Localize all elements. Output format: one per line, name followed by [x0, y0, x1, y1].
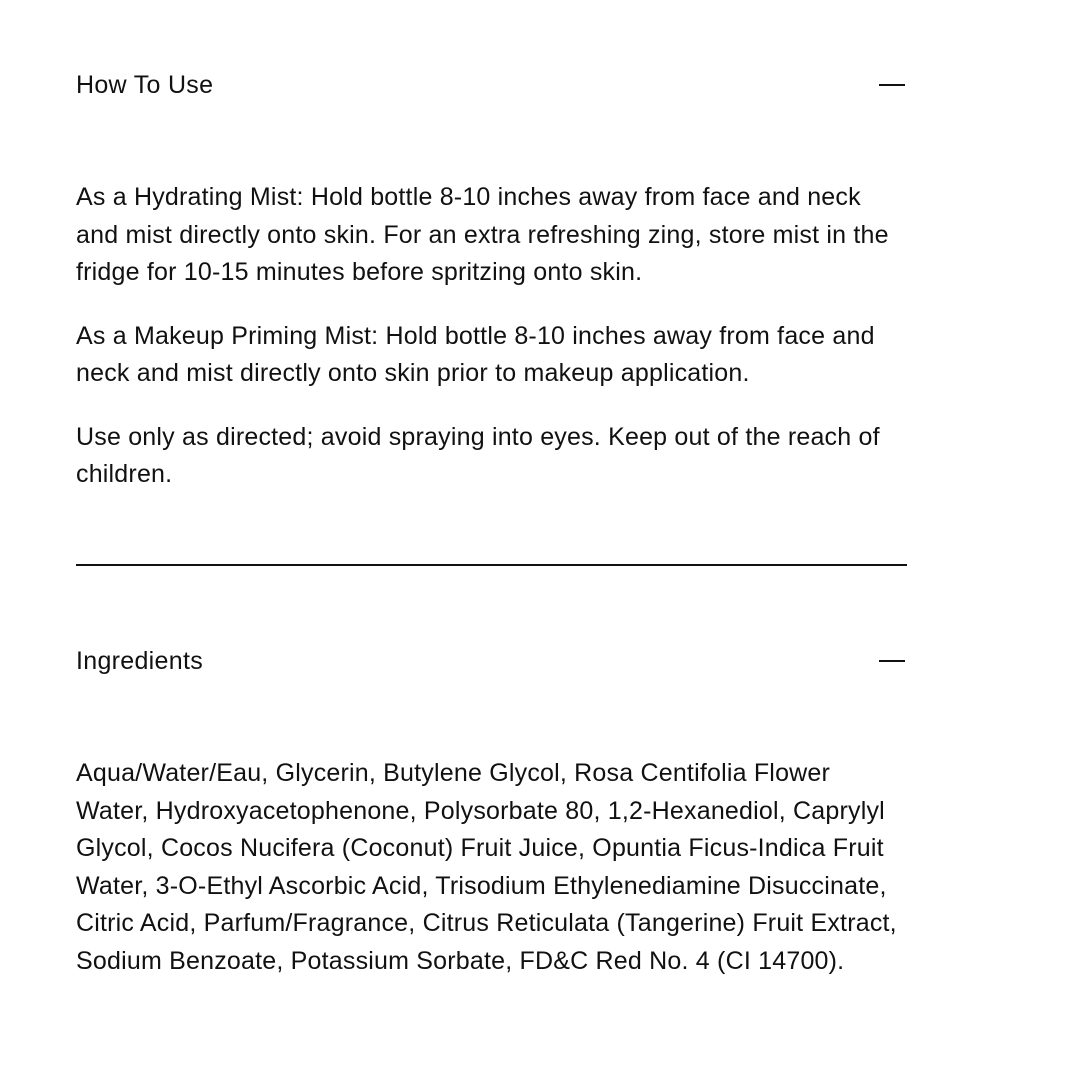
- ingredients-body: [76, 755, 907, 1006]
- ingredients-title: Ingredients: [76, 647, 203, 675]
- how-to-use-paragraph-priming: As a Makeup Priming Mist: Hold bottle 8-10 inches away from face and neck and mist directly onto skin prior to makeup application.: [76, 321, 875, 387]
- section-divider: [76, 564, 907, 566]
- how-to-use-paragraph-warning: Use only as directed; avoid spraying into eyes. Keep out of the reach of children.: [76, 422, 880, 488]
- minus-icon[interactable]: [879, 660, 905, 662]
- minus-icon[interactable]: [879, 84, 905, 86]
- how-to-use-title: How To Use: [76, 71, 214, 99]
- how-to-use-body: [76, 179, 907, 520]
- how-to-use-paragraph-hydrating: As a Hydrating Mist: Hold bottle 8-10 inches away from face and neck and mist directly onto skin. For an extra refreshing zing, store mist in the fridge for 10-15 minutes before spritzing onto skin.: [76, 183, 889, 286]
- how-to-use-section: [76, 65, 907, 488]
- ingredients-list: Aqua/Water/Eau, Glycerin, Butylene Glycol, Rosa Centifolia Flower Water, Hydroxyacetophenone, Polysorbate 80, 1,2-Hexanediol, Caprylyl Glycol, Cocos Nucifera (Coconut) Fruit Juice, Opuntia Ficus-Indica Fruit Water, 3-O-Ethyl Ascorbic Acid, Trisodium Ethylenediamine Disuccinate, Citric Acid, Parfum/Fragrance, Citrus Reticulata (Tangerine) Fruit Extract, Sodium Benzoate, Potassium Sorbate, FD&C Red No. 4 (CI 14700).: [76, 759, 897, 975]
- how-to-use-header[interactable]: [76, 65, 907, 105]
- ingredients-section: [76, 641, 907, 975]
- ingredients-header[interactable]: [76, 641, 907, 681]
